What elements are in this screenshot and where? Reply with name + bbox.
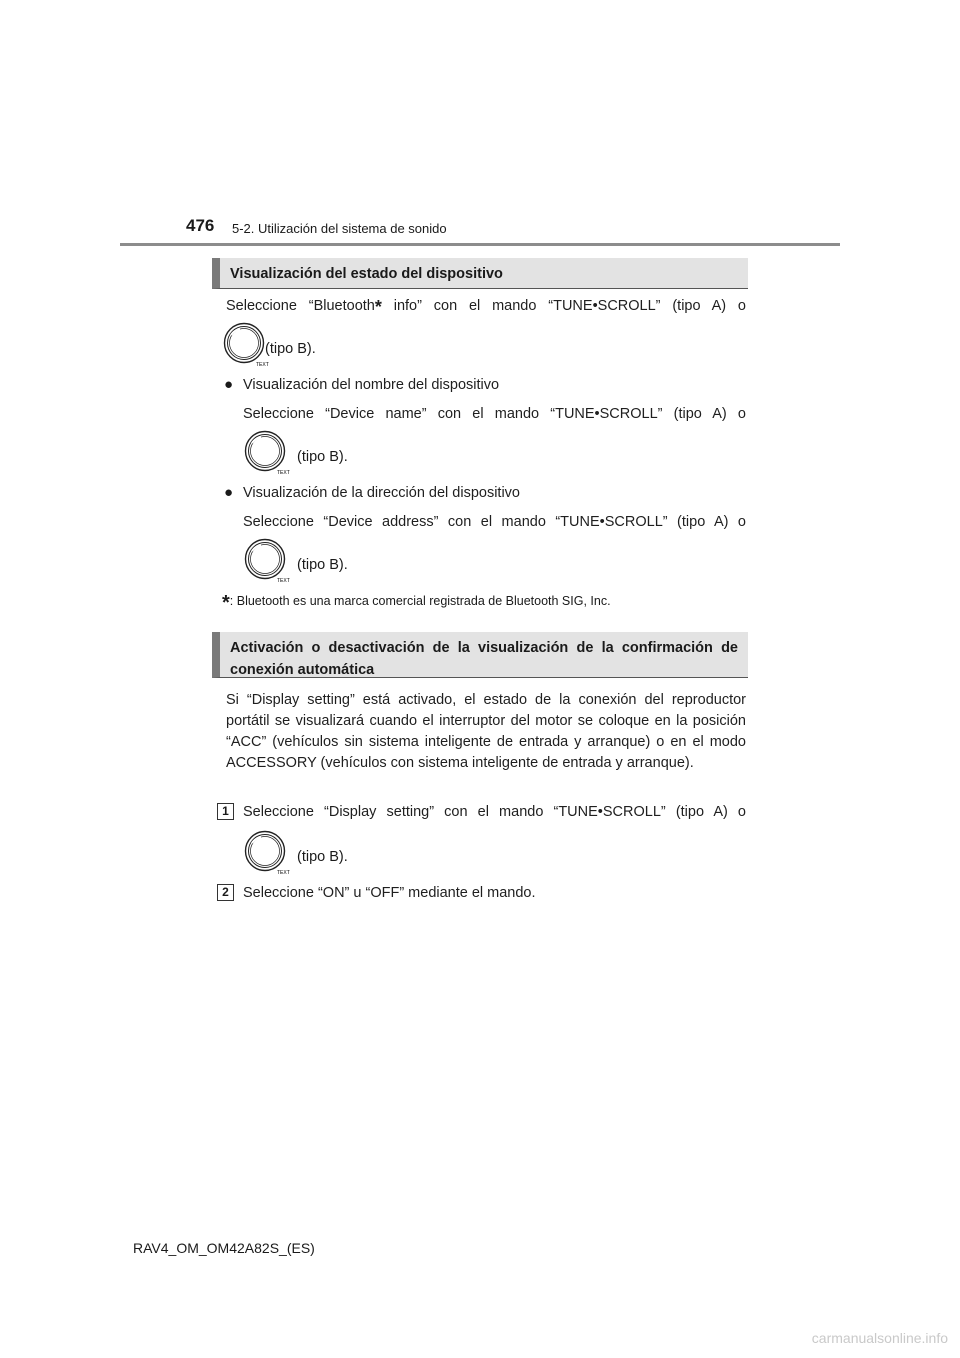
knob-icon: [243, 830, 290, 876]
step-number-box: 2: [217, 884, 234, 901]
item-instruction-device-address: Seleccione “Device address” con el mando “TUNE•SCROLL” (tipo A) o: [243, 514, 746, 530]
document-code: RAV4_OM_OM42A82S_(ES): [133, 1240, 315, 1256]
intro-text-after: info” con el mando “TUNE•SCROLL” (tipo A) o: [381, 298, 746, 314]
tipo-b-label: (tipo B).: [297, 557, 348, 573]
bullet-icon: ●: [224, 376, 234, 393]
tipo-b-label: (tipo B).: [265, 341, 316, 357]
page-number: 476: [186, 216, 215, 235]
header-rule: [120, 243, 840, 246]
intro-text-before: Seleccione “Bluetooth: [226, 298, 375, 314]
intro-instruction: [226, 296, 746, 316]
item-title-device-name: Visualización del nombre del dispositivo: [243, 377, 500, 393]
bullet-icon: ●: [224, 484, 234, 501]
footnote-marker: *: [374, 297, 382, 317]
section-title-device-status: Visualización del estado del dispositivo: [212, 258, 748, 289]
tipo-b-label: (tipo B).: [297, 849, 348, 865]
knob-label: TEXT: [277, 470, 290, 476]
item-instruction-device-name: Seleccione “Device name” con el mando “TUNE•SCROLL” (tipo A) o: [243, 406, 746, 422]
tipo-b-label: (tipo B).: [297, 449, 348, 465]
section-label: 5-2. Utilización del sistema de sonido: [232, 221, 447, 236]
step-instruction: Seleccione “ON” u “OFF” mediante el mando.: [243, 885, 536, 901]
watermark: carmanualsonline.info: [811, 1330, 948, 1346]
knob-icon: [222, 322, 269, 368]
item-title-device-address: Visualización de la dirección del dispositivo: [243, 485, 521, 501]
step-number-box: 1: [217, 803, 234, 820]
section2-paragraph: Si “Display setting” está activado, el estado de la conexión del reproductor portátil se visualizará cuando el interruptor del motor se coloque en la posición “ACC” (vehículos sin sistema inteligente de entrada y arranque) o en el modo ACCESSORY (vehículos con sistema inteligente de entrada y arranque).: [226, 692, 746, 771]
knob-label: TEXT: [277, 578, 290, 584]
knob-label: TEXT: [256, 362, 269, 368]
knob-icon: [243, 430, 290, 476]
section-title-auto-connection: Activación o desactivación de la visualización de la confirmación de conexión automática: [212, 632, 748, 678]
knob-icon: [243, 538, 290, 584]
footnote: [222, 592, 611, 615]
knob-label: TEXT: [277, 870, 290, 876]
step-instruction: Seleccione “Display setting” con el mando “TUNE•SCROLL” (tipo A) o: [243, 804, 746, 820]
footnote-text: : Bluetooth es una marca comercial registrada de Bluetooth SIG, Inc.: [229, 594, 611, 608]
footnote-mark: *: [222, 592, 230, 614]
